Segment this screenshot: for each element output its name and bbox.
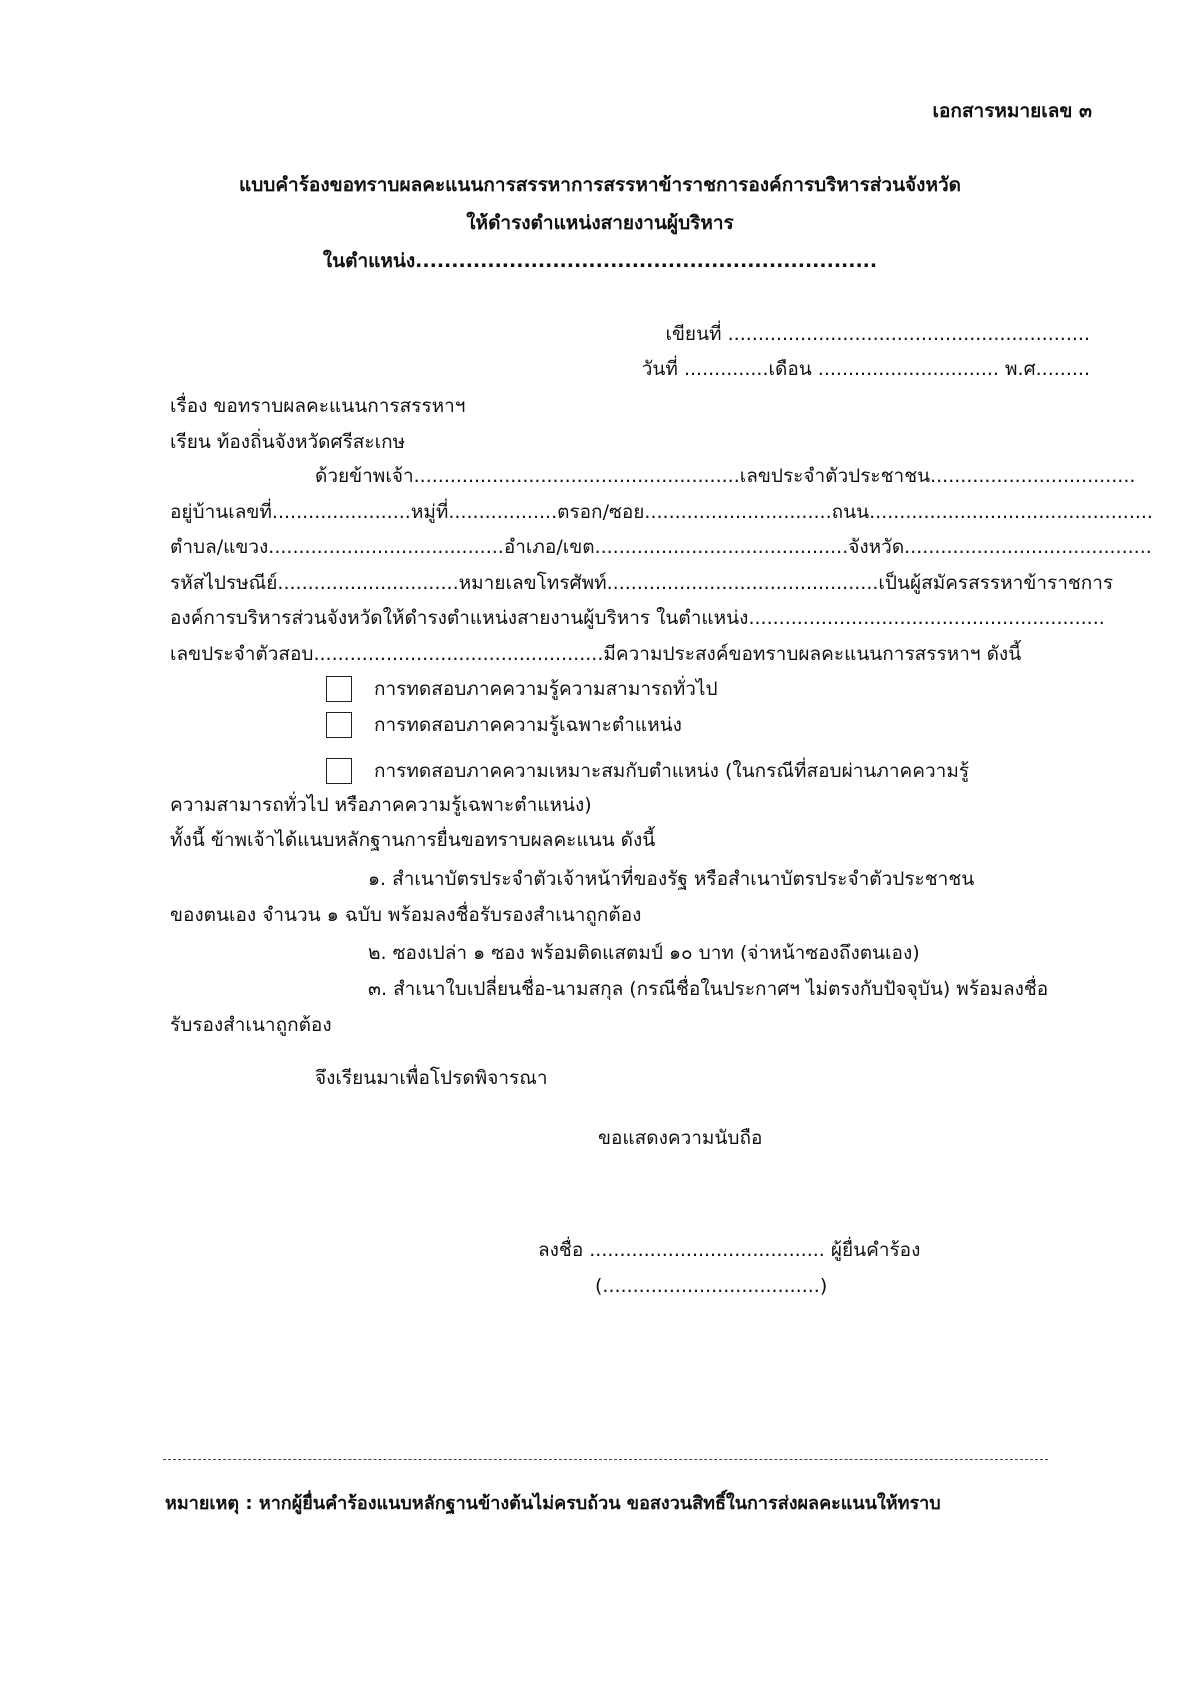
document-number: เอกสารหมายเลข ๓ — [932, 100, 1092, 122]
checkbox-position-knowledge[interactable] — [326, 712, 352, 738]
option-label: การทดสอบภาคความเหมาะสมกับตำแหน่ง (ในกรณีที่สอบผ่านภาคความรู้ — [374, 760, 970, 782]
recipient-line: เรียน ท้องถิ่นจังหวัดศรีสะเกษ — [170, 431, 406, 453]
applicant-name-field[interactable]: ด้วยข้าพเจ้า......................................................เลขประจำตัวประชาชน.................................. — [315, 465, 1136, 487]
position-applied-field[interactable]: องค์การบริหารส่วนจังหวัดให้ดำรงตำแหน่งสายงานผู้บริหาร ในตำแหน่ง........................................................... — [170, 607, 1105, 629]
attachment-3: ๓. สำเนาใบเปลี่ยนชื่อ-นามสกุล (กรณีชื่อในประกาศฯ ไม่ตรงกับปัจจุบัน) พร้อมลงชื่อ — [368, 978, 1049, 1000]
attachment-2: ๒. ซองเปล่า ๑ ซอง พร้อมติดแสตมป์ ๑๐ บาท (จ่าหน้าซองถึงตนเอง) — [368, 942, 920, 964]
subject-line: เรื่อง ขอทราบผลคะแนนการสรรหาฯ — [170, 395, 466, 417]
footnote: หมายเหตุ : หากผู้ยื่นคำร้องแนบหลักฐานข้างต้นไม่ครบถ้วน ขอสงวนสิทธิ์ในการส่งผลคะแนนให้ทราบ — [165, 1493, 941, 1514]
option-label: การทดสอบภาคความรู้เฉพาะตำแหน่ง — [374, 714, 682, 736]
district-field[interactable]: ตำบล/แขวง.......................................อำเภอ/เขต..........................................จังหวัด......................................... — [170, 536, 1152, 558]
closing-request: จึงเรียนมาเพื่อโปรดพิจารณา — [315, 1067, 548, 1089]
attachment-1: ๑. สำเนาบัตรประจำตัวเจ้าหน้าที่ของรัฐ หรือสำเนาบัตรประจำตัวประชาชน — [368, 868, 975, 890]
option-position-knowledge[interactable] — [326, 710, 682, 740]
option-suitability[interactable] — [326, 756, 969, 786]
option-general-knowledge[interactable] — [326, 674, 718, 704]
option-suitability-continued: ความสามารถทั่วไป หรือภาคความรู้เฉพาะตำแหน่ง) — [170, 794, 592, 816]
footer-divider — [163, 1459, 1048, 1460]
address-field[interactable]: อยู่บ้านเลขที่.......................หมู่ที่..................ตรอก/ซอย...............................ถนน............................................... — [170, 501, 1153, 523]
written-at-field[interactable]: เขียนที่ ............................................................ — [665, 323, 1090, 345]
attachments-intro: ทั้งนี้ ข้าพเจ้าได้แนบหลักฐานการยื่นขอทราบผลคะแนน ดังนี้ — [170, 829, 656, 851]
form-title-position: ในตำแหน่ง................................................................ — [322, 250, 878, 272]
checkbox-general-knowledge[interactable] — [326, 676, 352, 702]
form-title-line-1: แบบคำร้องขอทราบผลคะแนนการสรรหาการสรรหาข้าราชการองค์การบริหารส่วนจังหวัด — [238, 174, 961, 196]
printed-name-field[interactable]: (....................................) — [595, 1275, 828, 1297]
regards: ขอแสดงความนับถือ — [598, 1127, 763, 1149]
attachment-3-continued: รับรองสำเนาถูกต้อง — [170, 1014, 332, 1036]
date-field[interactable]: วันที่ ..............เดือน .............................. พ.ศ......... — [641, 358, 1090, 380]
form-title-line-2: ให้ดำรงตำแหน่งสายงานผู้บริหาร — [466, 212, 734, 234]
option-label: การทดสอบภาคความรู้ความสามารถทั่วไป — [374, 678, 718, 700]
attachment-1-continued: ของตนเอง จำนวน ๑ ฉบับ พร้อมลงชื่อรับรองสำเนาถูกต้อง — [170, 904, 642, 926]
signature-field[interactable]: ลงชื่อ ....................................... ผู้ยื่นคำร้อง — [538, 1239, 921, 1261]
postal-phone-field[interactable]: รหัสไปรษณีย์..............................หมายเลขโทรศัพท์.............................................เป็นผู้สมัครสรรหาข้าราชการ — [170, 572, 1114, 594]
exam-id-field[interactable]: เลขประจำตัวสอบ................................................มีความประสงค์ขอทราบผลคะแนนการสรรหาฯ ดังนี้ — [170, 643, 1022, 665]
checkbox-suitability[interactable] — [326, 758, 352, 784]
